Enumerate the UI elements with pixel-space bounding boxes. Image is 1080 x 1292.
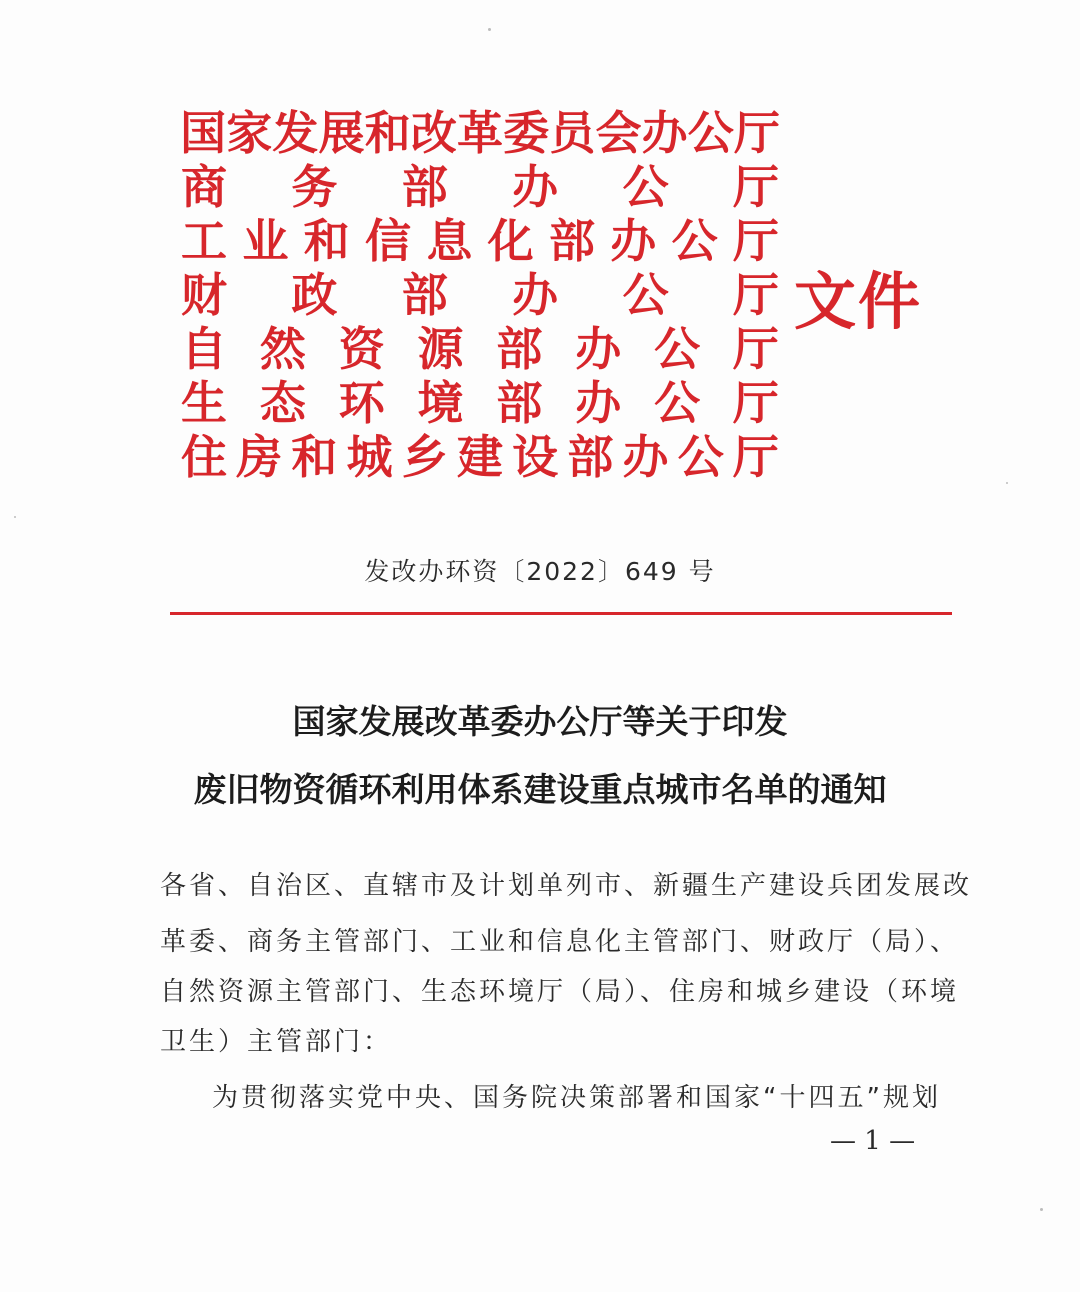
issuer-char: 公 <box>654 376 701 430</box>
addressee-line: 各省、自治区、直辖市及计划单列市、新疆生产建设兵团发展改 <box>160 871 973 901</box>
issuer-char: 公 <box>622 268 669 322</box>
issuer-char: 源 <box>417 322 464 376</box>
issuer-char: 态 <box>259 376 306 430</box>
issuer-char: 生 <box>181 376 227 430</box>
issuer-char: 信 <box>364 214 411 268</box>
issuer-char: 政 <box>291 268 338 322</box>
issuer-char: 公 <box>671 214 718 268</box>
issuer-char: 办 <box>575 376 622 430</box>
issuer-char: 商 <box>181 160 227 214</box>
issuer-char: 乡 <box>401 430 448 484</box>
issuer-line <box>180 160 780 214</box>
issuer-char: 部 <box>496 322 543 376</box>
issuer-char: 公 <box>654 322 701 376</box>
issuer-char: 境 <box>417 376 464 430</box>
issuer-char: 建 <box>456 430 503 484</box>
issuer-char: 发 <box>272 106 319 160</box>
issuer-char: 业 <box>242 214 289 268</box>
issuer-char: 务 <box>291 160 338 214</box>
issuer-char: 息 <box>426 214 473 268</box>
issuer-char: 会 <box>595 106 642 160</box>
issuer-char: 自 <box>181 322 227 376</box>
issuer-char: 公 <box>687 106 734 160</box>
issuer-line <box>180 322 780 376</box>
issuer-char: 办 <box>610 214 657 268</box>
issuer-char: 工 <box>181 214 227 268</box>
issuer-char: 委 <box>503 106 550 160</box>
issuer-char: 财 <box>181 268 227 322</box>
issuer-char: 住 <box>181 430 227 484</box>
issuer-char: 家 <box>226 106 273 160</box>
title-line-2: 废旧物资循环利用体系建设重点城市名单的通知 <box>193 770 887 809</box>
issuer-char: 设 <box>512 430 559 484</box>
issuer-char: 资 <box>338 322 385 376</box>
issuer-char: 厅 <box>732 430 779 484</box>
issuer-char: 部 <box>401 268 448 322</box>
issuer-char: 部 <box>548 214 595 268</box>
red-divider <box>170 612 952 615</box>
issuer-char: 公 <box>677 430 724 484</box>
issuer-char: 厅 <box>732 322 779 376</box>
issuer-char: 然 <box>259 322 306 376</box>
page-number: — 1 — <box>830 1126 916 1156</box>
issuer-char: 办 <box>622 430 669 484</box>
issuer-char: 办 <box>512 268 559 322</box>
scan-speck <box>1040 1208 1043 1211</box>
issuer-char: 办 <box>641 106 688 160</box>
issuer-char: 员 <box>549 106 596 160</box>
issuer-char: 国 <box>180 106 227 160</box>
issuer-char: 化 <box>487 214 534 268</box>
issuer-char: 和 <box>291 430 338 484</box>
addressee-line: 自然资源主管部门、生态环境厅（局）、住房和城乡建设（环境 <box>160 977 960 1007</box>
document-number: 发改办环资〔2022〕649 号 <box>364 557 716 586</box>
document-word: 文件 <box>794 265 923 338</box>
scan-speck <box>488 28 491 31</box>
issuer-char: 革 <box>457 106 504 160</box>
issuer-char: 办 <box>575 322 622 376</box>
issuer-line <box>180 430 780 484</box>
issuer-char: 厅 <box>732 268 779 322</box>
addressee-line: 革委、商务主管部门、工业和信息化主管部门、财政厅（局）、 <box>160 927 960 957</box>
issuer-char: 城 <box>346 430 393 484</box>
issuer-char: 房 <box>236 430 283 484</box>
issuer-char: 厅 <box>733 106 780 160</box>
issuer-char: 办 <box>512 160 559 214</box>
scan-speck <box>14 516 16 518</box>
issuer-char: 厅 <box>732 376 779 430</box>
issuer-char: 展 <box>318 106 365 160</box>
issuer-line <box>180 268 780 322</box>
issuer-char: 改 <box>410 106 457 160</box>
issuer-char: 环 <box>338 376 385 430</box>
issuer-char: 部 <box>401 160 448 214</box>
issuer-char: 和 <box>303 214 350 268</box>
issuer-line <box>180 106 780 160</box>
issuer-char: 公 <box>622 160 669 214</box>
issuing-authorities <box>180 106 780 484</box>
scan-speck <box>1006 482 1008 484</box>
issuer-line <box>180 214 780 268</box>
issuer-char: 厅 <box>732 160 779 214</box>
issuer-char: 部 <box>496 376 543 430</box>
issuer-char: 部 <box>567 430 614 484</box>
issuer-char: 和 <box>364 106 411 160</box>
title-line-1: 国家发展改革委办公厅等关于印发 <box>292 702 788 741</box>
addressee-line: 卫生）主管部门： <box>160 1027 393 1057</box>
issuer-char: 厅 <box>732 214 779 268</box>
issuer-line <box>180 376 780 430</box>
paragraph-start: 为贯彻落实党中央、国务院决策部署和国家“十四五”规划 <box>212 1083 941 1113</box>
